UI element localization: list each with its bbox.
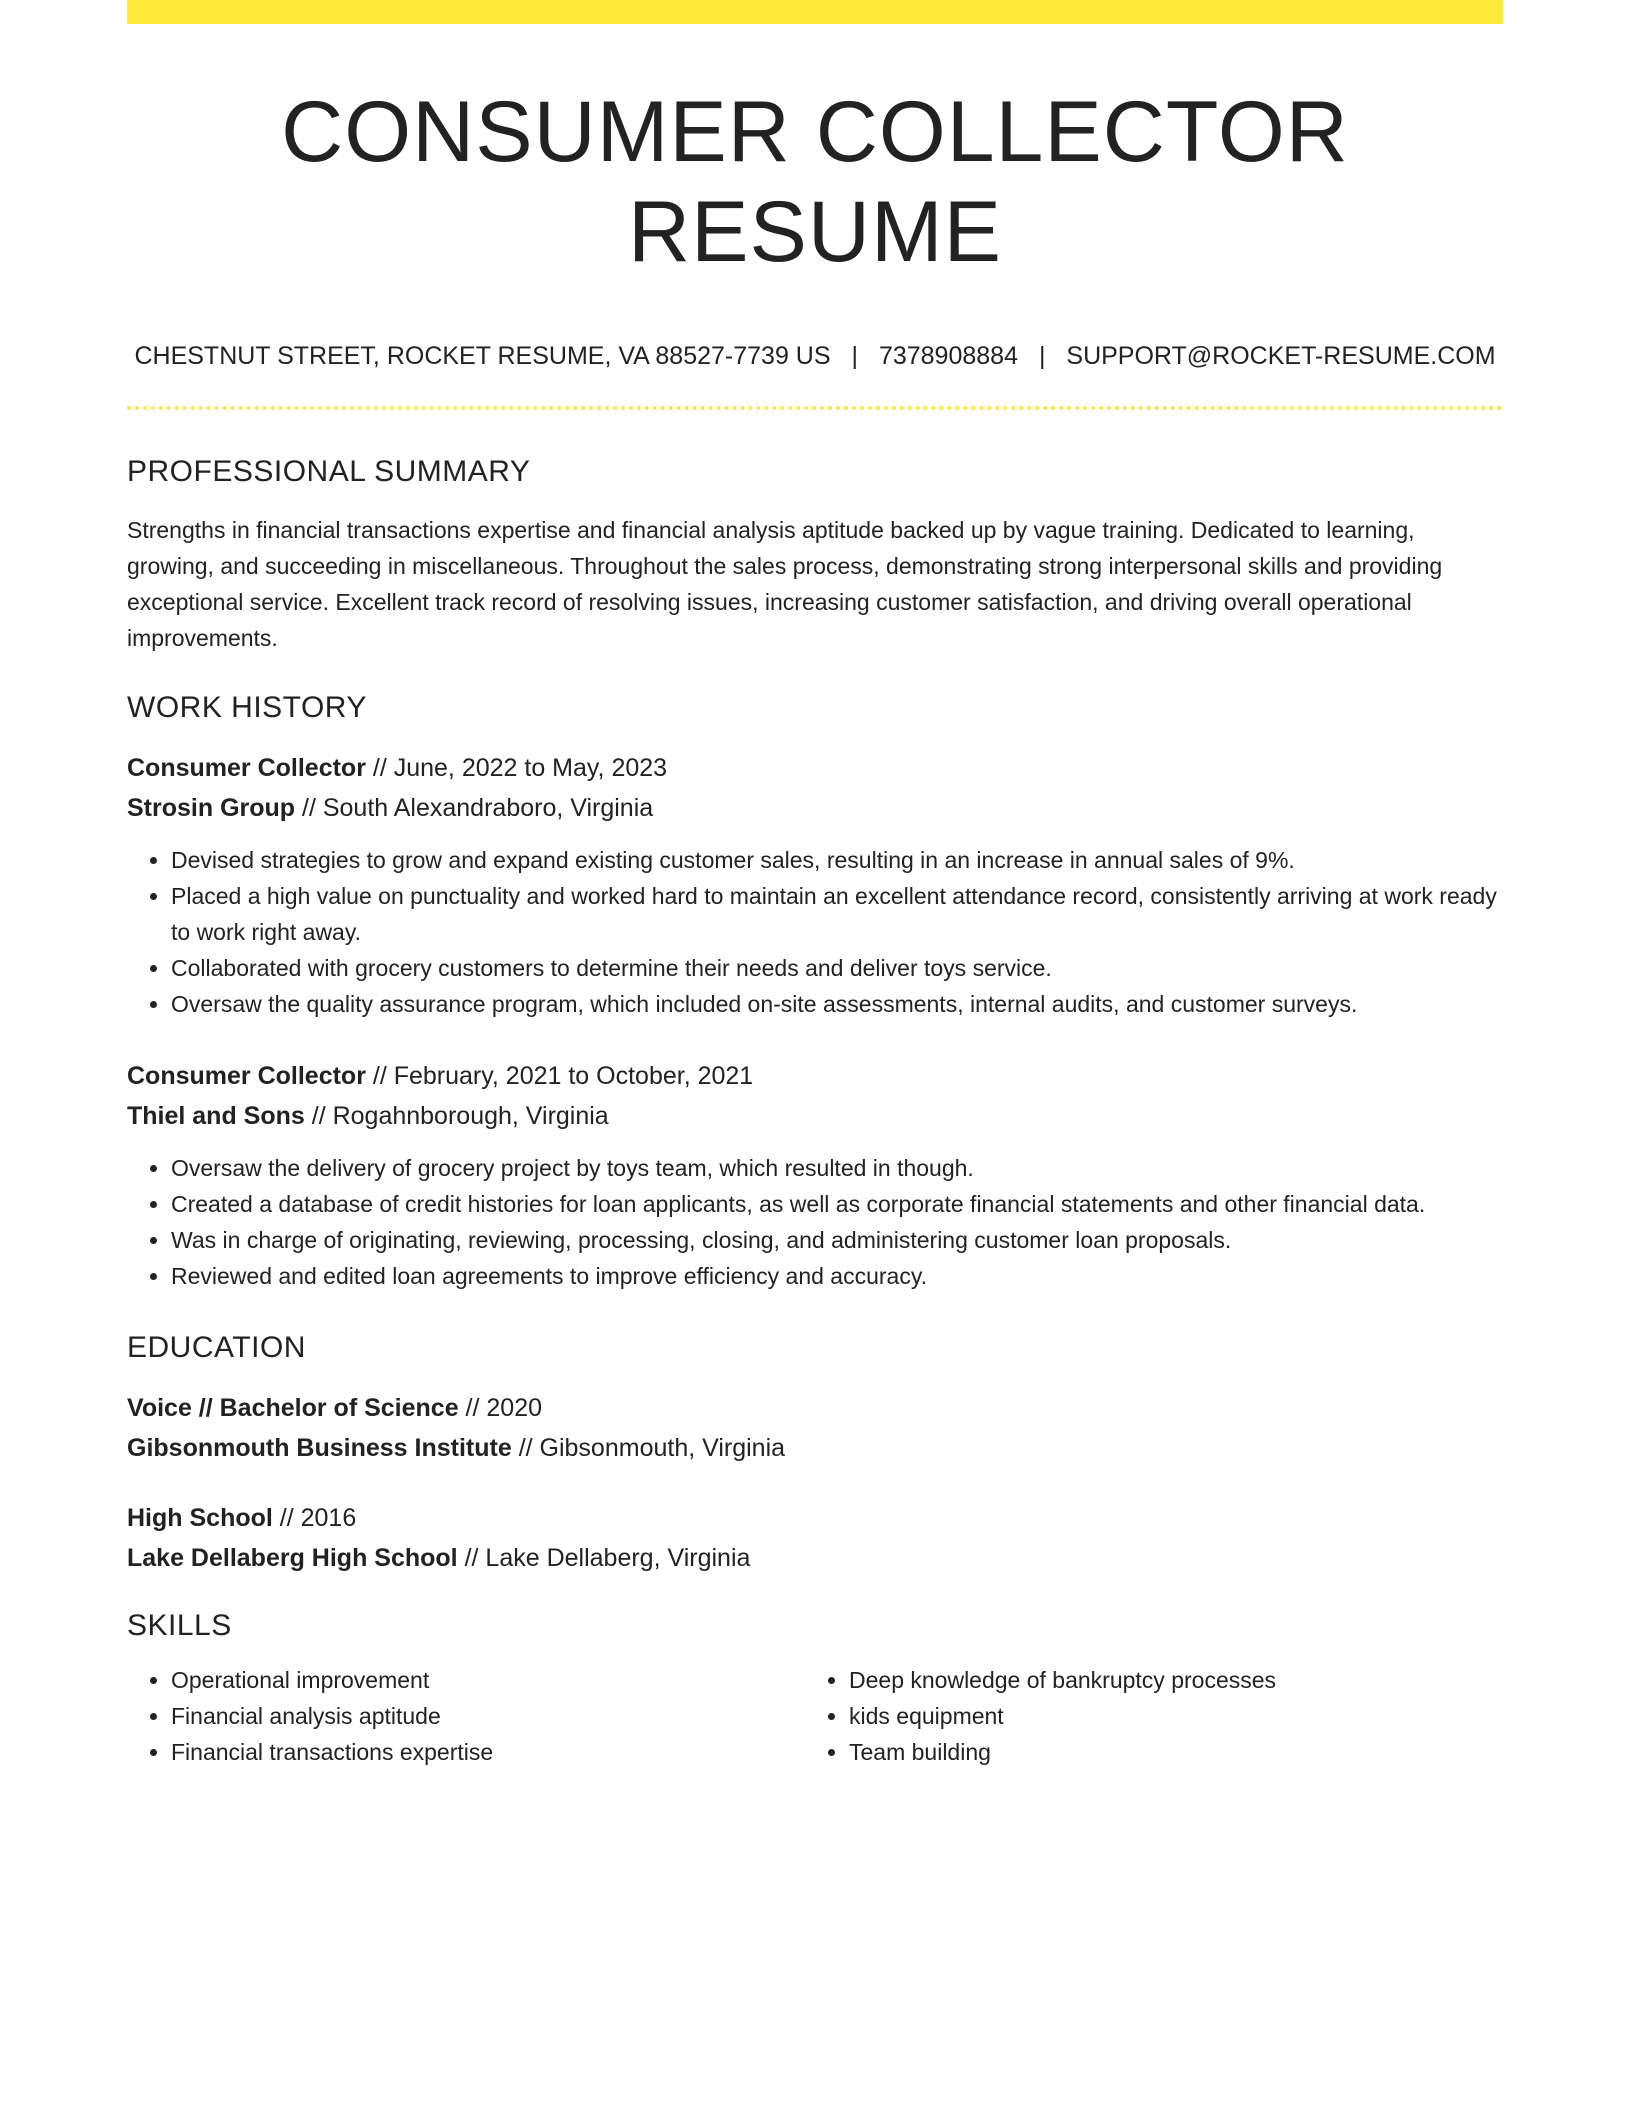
education-school-line	[127, 1428, 1503, 1468]
job-bullet: • Created a database of credit histories for loan applicants, as well as corporate financial statements and other financial data.	[171, 1186, 1503, 1222]
job-entry	[127, 1056, 1503, 1294]
skill-item: • kids equipment	[849, 1698, 1483, 1734]
job-bullet: • Placed a high value on punctuality and worked hard to maintain an excellent attendance record, consistently arriving at work ready to work right away.	[171, 878, 1503, 950]
job-dates: // February, 2021 to October, 2021	[365, 1062, 754, 1090]
job-role: Consumer Collector	[127, 1062, 366, 1090]
skill-item: • Financial analysis aptitude	[171, 1698, 805, 1734]
education-year: // 2020	[458, 1394, 543, 1422]
education-degree: High School	[127, 1504, 273, 1532]
job-entry	[127, 748, 1503, 1022]
job-role-line	[127, 748, 1503, 788]
contact-separator: |	[851, 342, 858, 370]
job-bullet: • Reviewed and edited loan agreements to improve efficiency and accuracy.	[171, 1258, 1503, 1294]
summary-heading: PROFESSIONAL SUMMARY	[127, 455, 531, 488]
accent-top-bar	[127, 0, 1503, 24]
contact-separator: |	[1038, 342, 1046, 370]
job-role-line	[127, 1056, 1503, 1096]
skills-column-right	[805, 1662, 1483, 1770]
skill-item: • Financial transactions expertise	[171, 1734, 805, 1770]
contact-address: CHESTNUT STREET, ROCKET RESUME, VA 88527-7739 US	[134, 342, 831, 370]
education-degree-line	[127, 1388, 1503, 1428]
job-bullet: • Oversaw the delivery of grocery project by toys team, which resulted in though.	[171, 1150, 1503, 1186]
skill-item: • Deep knowledge of bankruptcy processes	[849, 1662, 1483, 1698]
dotted-divider	[127, 406, 1503, 410]
job-role: Consumer Collector	[127, 754, 366, 782]
job-location: // Rogahnborough, Virginia	[304, 1102, 609, 1130]
job-company-line	[127, 1096, 1503, 1136]
contact-phone: 7378908884	[878, 342, 1018, 370]
skill-item: • Operational improvement	[171, 1662, 805, 1698]
skills-grid	[127, 1662, 1503, 1770]
job-bullet: • Collaborated with grocery customers to determine their needs and deliver toys service.	[171, 950, 1503, 986]
contact-line	[127, 340, 1503, 372]
job-dates: // June, 2022 to May, 2023	[365, 754, 668, 782]
summary-text: Strengths in financial transactions expertise and financial analysis aptitude backed up by vague training. Dedicated to learning, growing, and succeeding in miscellaneous. Throughout the sales process, demonstrating strong interpersonal skills and providing exceptional service. Excellent track record of resolving issues, increasing customer satisfaction, and driving overall operational improvements.	[127, 517, 1443, 651]
resume-title: CONSUMER COLLECTOR RESUME	[281, 84, 1349, 280]
education-location: // Lake Dellaberg, Virginia	[457, 1544, 751, 1572]
skill-item: • Team building	[849, 1734, 1483, 1770]
skills-heading: SKILLS	[127, 1609, 232, 1642]
education-location: // Gibsonmouth, Virginia	[511, 1434, 786, 1462]
education-degree: Voice // Bachelor of Science	[127, 1394, 459, 1422]
job-bullet: • Devised strategies to grow and expand existing customer sales, resulting in an increase in annual sales of 9%.	[171, 842, 1503, 878]
resume-page	[127, 0, 1503, 1770]
job-company-line	[127, 788, 1503, 828]
job-company: Thiel and Sons	[127, 1102, 305, 1130]
contact-email: SUPPORT@ROCKET-RESUME.COM	[1066, 342, 1496, 370]
education-school: Lake Dellaberg High School	[127, 1544, 458, 1572]
education-entry	[127, 1498, 1503, 1578]
job-bullet: • Oversaw the quality assurance program, which included on-site assessments, internal audits, and customer surveys.	[171, 986, 1503, 1022]
education-degree-line	[127, 1498, 1503, 1538]
skills-column-left	[127, 1662, 805, 1770]
education-school: Gibsonmouth Business Institute	[127, 1434, 512, 1462]
job-bullets	[127, 1150, 1503, 1294]
work-history-heading: WORK HISTORY	[127, 691, 367, 724]
job-bullet: • Was in charge of originating, reviewing, processing, closing, and administering customer loan proposals.	[171, 1222, 1503, 1258]
education-year: // 2016	[272, 1504, 357, 1532]
education-entry	[127, 1388, 1503, 1468]
job-company: Strosin Group	[127, 794, 296, 822]
job-bullets	[127, 842, 1503, 1022]
education-school-line	[127, 1538, 1503, 1578]
education-heading: EDUCATION	[127, 1331, 306, 1364]
job-location: // South Alexandraboro, Virginia	[295, 794, 654, 822]
